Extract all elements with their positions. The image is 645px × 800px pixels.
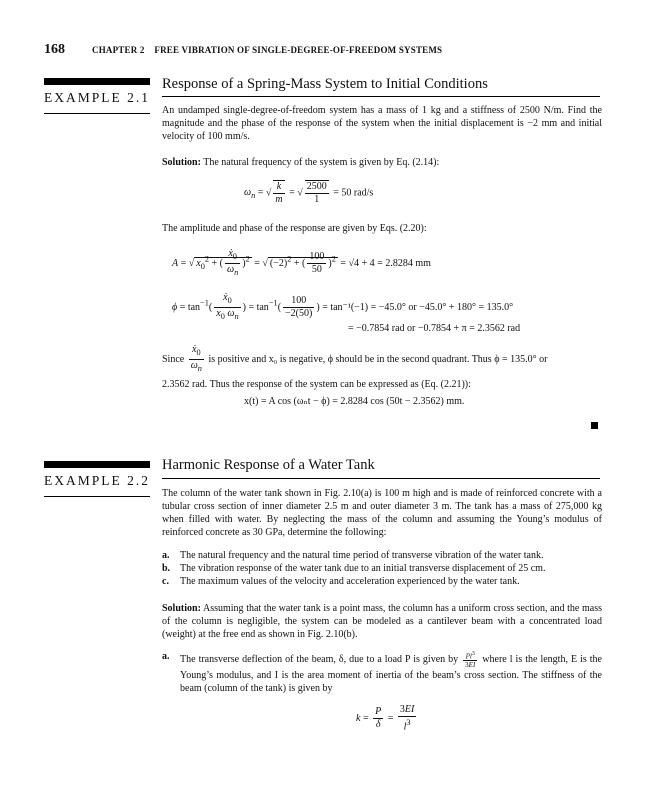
example-1-label: EXAMPLE 2.1 <box>44 90 150 105</box>
chapter-title: FREE VIBRATION OF SINGLE-DEGREE-OF-FREEDOM SYSTEMS <box>154 45 443 55</box>
solution-label-2: Solution: <box>162 603 201 614</box>
item-b-text: The vibration response of the water tank due to an initial transverse displacement of 25 cm. <box>180 563 546 574</box>
equation-stiffness: k = $\frac{P}{\delta}$ = $\frac{3EI}{l^3}$ <box>356 704 415 733</box>
page-number: 168 <box>44 42 65 57</box>
example-1-title-rule <box>162 96 600 97</box>
example-2-part-a: a. The transverse deflection of the beam, δ, due to a load P is given by $\frac{Pl^3}{3EI}$ where l is the length, E is the Young’s modulus, and I is the area moment of inertia of the beam’s cross section. The stiffness of the beam (column of the tank) is given by <box>162 651 602 695</box>
end-of-example-mark <box>591 422 598 429</box>
omega-result: = 50 rad/s <box>333 187 374 199</box>
since-text: is positive and x₀ is negative, ϕ should be in the second quadrant. Thus ϕ = 135.0° or <box>208 353 548 365</box>
solution-text-2: Assuming that the water tank is a point mass, the column has a uniform cross section, and the mass of the column is negligible, the system can be modeled as a cantilever beam with a concentrated load (weight) at the free end as shown in Fig. 2.10(b). <box>162 603 603 640</box>
example-2-item-a <box>162 549 602 562</box>
solution-label: Solution: <box>162 157 201 168</box>
equation-natural-frequency: $\omega_n$ = √ $\frac{k}{m}$ = √ $\frac{2500}{1}$ = 50 rad/s <box>244 181 374 205</box>
chapter-label: CHAPTER 2 <box>92 45 145 55</box>
part-a-label: a. <box>162 651 170 662</box>
example-1-problem: An undamped single-degree-of-freedom system has a mass of 1 kg and a stiffness of 2500 N/m. Find the magnitude and the phase of the response of the system when the initial displacement is −2 mm and initial velocity of 100 mm/s. <box>162 105 602 142</box>
solution-intro-text: The natural frequency of the system is given by Eq. (2.14): <box>203 157 440 168</box>
example-1-title: Response of a Spring-Mass System to Initial Conditions <box>162 76 488 92</box>
phase-result: = tan⁻¹(−1) = −45.0° or −45.0° + 180° = 135.0° <box>322 301 514 313</box>
equation-phase-radians: = −0.7854 rad or −0.7854 + π = 2.3562 rad <box>348 323 521 334</box>
running-header <box>92 45 442 55</box>
example-2-item-c <box>162 575 602 588</box>
example-2-rule <box>44 496 150 497</box>
example-2-bar <box>44 461 150 468</box>
example-1-since-cont: 2.3562 rad. Thus the response of the system can be expressed as (Eq. (2.21)): <box>162 379 471 390</box>
item-a-label: a. <box>162 550 170 561</box>
example-2-title: Harmonic Response of a Water Tank <box>162 457 375 473</box>
example-2-item-b <box>162 562 602 575</box>
equation-amplitude: A = √ $x_0^2$ + ( $\frac{ẋ_0}{\omega_n}$ )$^2$ = √ $(-2)^2$ + ( $\frac{100}{50}$ )$^2$ = √4 + 4 = 2.8284 mm <box>172 248 431 277</box>
item-c-label: c. <box>162 576 169 587</box>
example-1-solution-intro <box>162 156 602 169</box>
item-c-text: The maximum values of the velocity and acceleration experienced by the water tank. <box>180 576 520 587</box>
example-2-solution <box>162 602 602 641</box>
example-2-problem: The column of the water tank shown in Fig. 2.10(a) is 100 m high and is made of reinforced concrete with a tubular cross section of inner diameter 2.5 m and outer diameter 3 m. The tank has a mass of 275,000 kg when filled with water. By neglecting the mass of the column and assuming the Young’s modulus of reinforced concrete as 30 GPa, determine the following: <box>162 488 602 538</box>
example-1-amplitude-intro: The amplitude and phase of the response are given by Eqs. (2.20): <box>162 223 427 234</box>
item-a-text: The natural frequency and the natural time period of transverse vibration of the water tank. <box>180 550 544 561</box>
example-2-title-rule <box>162 478 600 479</box>
item-b-label: b. <box>162 563 171 574</box>
equation-phase: $\phi = \tan^{-1}$( $\frac{ẋ_0}{x_0 \omega_n}$ ) = $\tan^{-1}$( $\frac{100}{-2(50)}$ ) = tan⁻¹(−1) = −45.0° or −45.0° + 180° = 135.0° <box>172 292 514 321</box>
example-2-label: EXAMPLE 2.2 <box>44 473 150 488</box>
equation-response: x(t) = A cos (ωₙt − ϕ) = 2.8284 cos (50t − 2.3562) mm. <box>244 396 465 407</box>
example-1-since: Since $\frac{ẋ_0}{\omega_n}$ is positive and x₀ is negative, ϕ should be in the second quadrant. Thus ϕ = 135.0° or <box>162 344 548 373</box>
part-a-text1: The transverse deflection of the beam, δ, due to a load P is given by <box>180 653 459 665</box>
example-1-bar <box>44 78 150 85</box>
example-1-rule <box>44 113 150 114</box>
amplitude-result: = √4 + 4 = 2.8284 mm <box>340 257 431 269</box>
part-a-text2: where l is the length, E is the Young’s modulus, and I is the area moment of inertia of the beam’s cross section. The stiffness of the beam (column of the tank) is given by <box>180 653 602 695</box>
